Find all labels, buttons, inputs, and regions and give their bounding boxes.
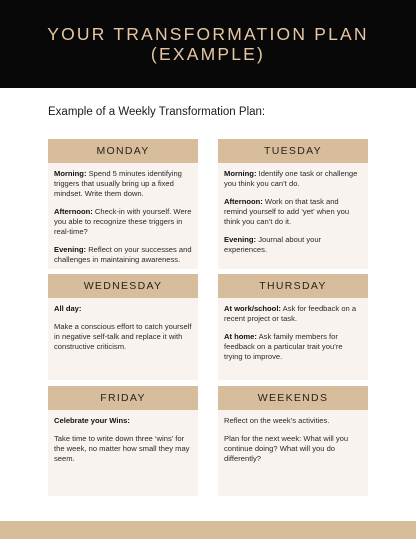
wednesday-card bbox=[48, 274, 198, 380]
monday-afternoon bbox=[54, 207, 192, 237]
footer-band bbox=[0, 521, 416, 539]
monday-evening bbox=[54, 245, 192, 265]
thursday-card bbox=[218, 274, 368, 380]
thursday-home bbox=[224, 332, 362, 362]
friday-wins bbox=[54, 416, 192, 426]
tuesday-morning bbox=[224, 169, 362, 189]
wednesday-body bbox=[48, 298, 198, 366]
monday-body bbox=[48, 163, 198, 279]
monday-header: MONDAY bbox=[48, 139, 198, 163]
tuesday-afternoon-label: Afternoon: bbox=[224, 197, 263, 206]
friday-body bbox=[48, 410, 198, 478]
friday-text: Take time to write down three ‘wins’ for the week, no matter how small they may seem. bbox=[54, 434, 190, 463]
page-header bbox=[0, 0, 416, 88]
monday-afternoon-text: Check-in with yourself. Were you able to recognize these triggers in real-time? bbox=[54, 207, 192, 236]
monday-morning-text: Spend 5 minutes identifying triggers that usually bring up a fixed mindset. Write them down. bbox=[54, 169, 182, 198]
tuesday-afternoon-text: Work on that task and remind yourself to add ‘yet’ when you think you can’t do it. bbox=[224, 197, 350, 226]
monday-card bbox=[48, 139, 198, 269]
thursday-work-label: At work/school: bbox=[224, 304, 281, 313]
intro-heading: Example of a Weekly Transformation Plan: bbox=[48, 106, 266, 118]
tuesday-morning-text: Identify one task or challenge you think you can’t do. bbox=[224, 169, 358, 188]
monday-evening-label: Evening: bbox=[54, 245, 87, 254]
friday-header: FRIDAY bbox=[48, 386, 198, 410]
tuesday-evening-label: Evening: bbox=[224, 235, 257, 244]
tuesday-afternoon bbox=[224, 197, 362, 227]
tuesday-body bbox=[218, 163, 368, 269]
weekends-header: WEEKENDS bbox=[218, 386, 368, 410]
tuesday-header: TUESDAY bbox=[218, 139, 368, 163]
thursday-header: THURSDAY bbox=[218, 274, 368, 298]
thursday-work bbox=[224, 304, 362, 324]
friday-wins-label: Celebrate your Wins: bbox=[54, 416, 130, 425]
thursday-body bbox=[218, 298, 368, 376]
weekends-text-1: Reflect on the week’s activities. bbox=[224, 416, 330, 425]
page-title-line-2: (EXAMPLE) bbox=[150, 44, 266, 64]
tuesday-morning-label: Morning: bbox=[224, 169, 257, 178]
wednesday-allday bbox=[54, 304, 192, 314]
friday-card bbox=[48, 386, 198, 496]
weekends-card bbox=[218, 386, 368, 496]
monday-afternoon-label: Afternoon: bbox=[54, 207, 93, 216]
monday-morning-label: Morning: bbox=[54, 169, 87, 178]
page-title-line-1: YOUR TRANSFORMATION PLAN bbox=[47, 24, 369, 44]
tuesday-evening bbox=[224, 235, 362, 255]
weekends-text-2: Plan for the next week: What will you continue doing? What will you do differently? bbox=[224, 434, 349, 463]
monday-morning bbox=[54, 169, 192, 199]
wednesday-header: WEDNESDAY bbox=[48, 274, 198, 298]
thursday-home-label: At home: bbox=[224, 332, 257, 341]
tuesday-evening-text: Journal about your experiences. bbox=[224, 235, 322, 254]
thursday-work-text: Ask for feedback on a recent project or task. bbox=[224, 304, 357, 323]
monday-evening-text: Reflect on your successes and challenges in maintaining awareness. bbox=[54, 245, 192, 264]
wednesday-text: Make a conscious effort to catch yourself in negative self-talk and replace it with constructive criticism. bbox=[54, 322, 192, 351]
tuesday-card bbox=[218, 139, 368, 269]
thursday-home-text: Ask family members for feedback on a particular trait you’re trying to improve. bbox=[224, 332, 343, 361]
weekends-body bbox=[218, 410, 368, 478]
wednesday-allday-label: All day: bbox=[54, 304, 82, 313]
